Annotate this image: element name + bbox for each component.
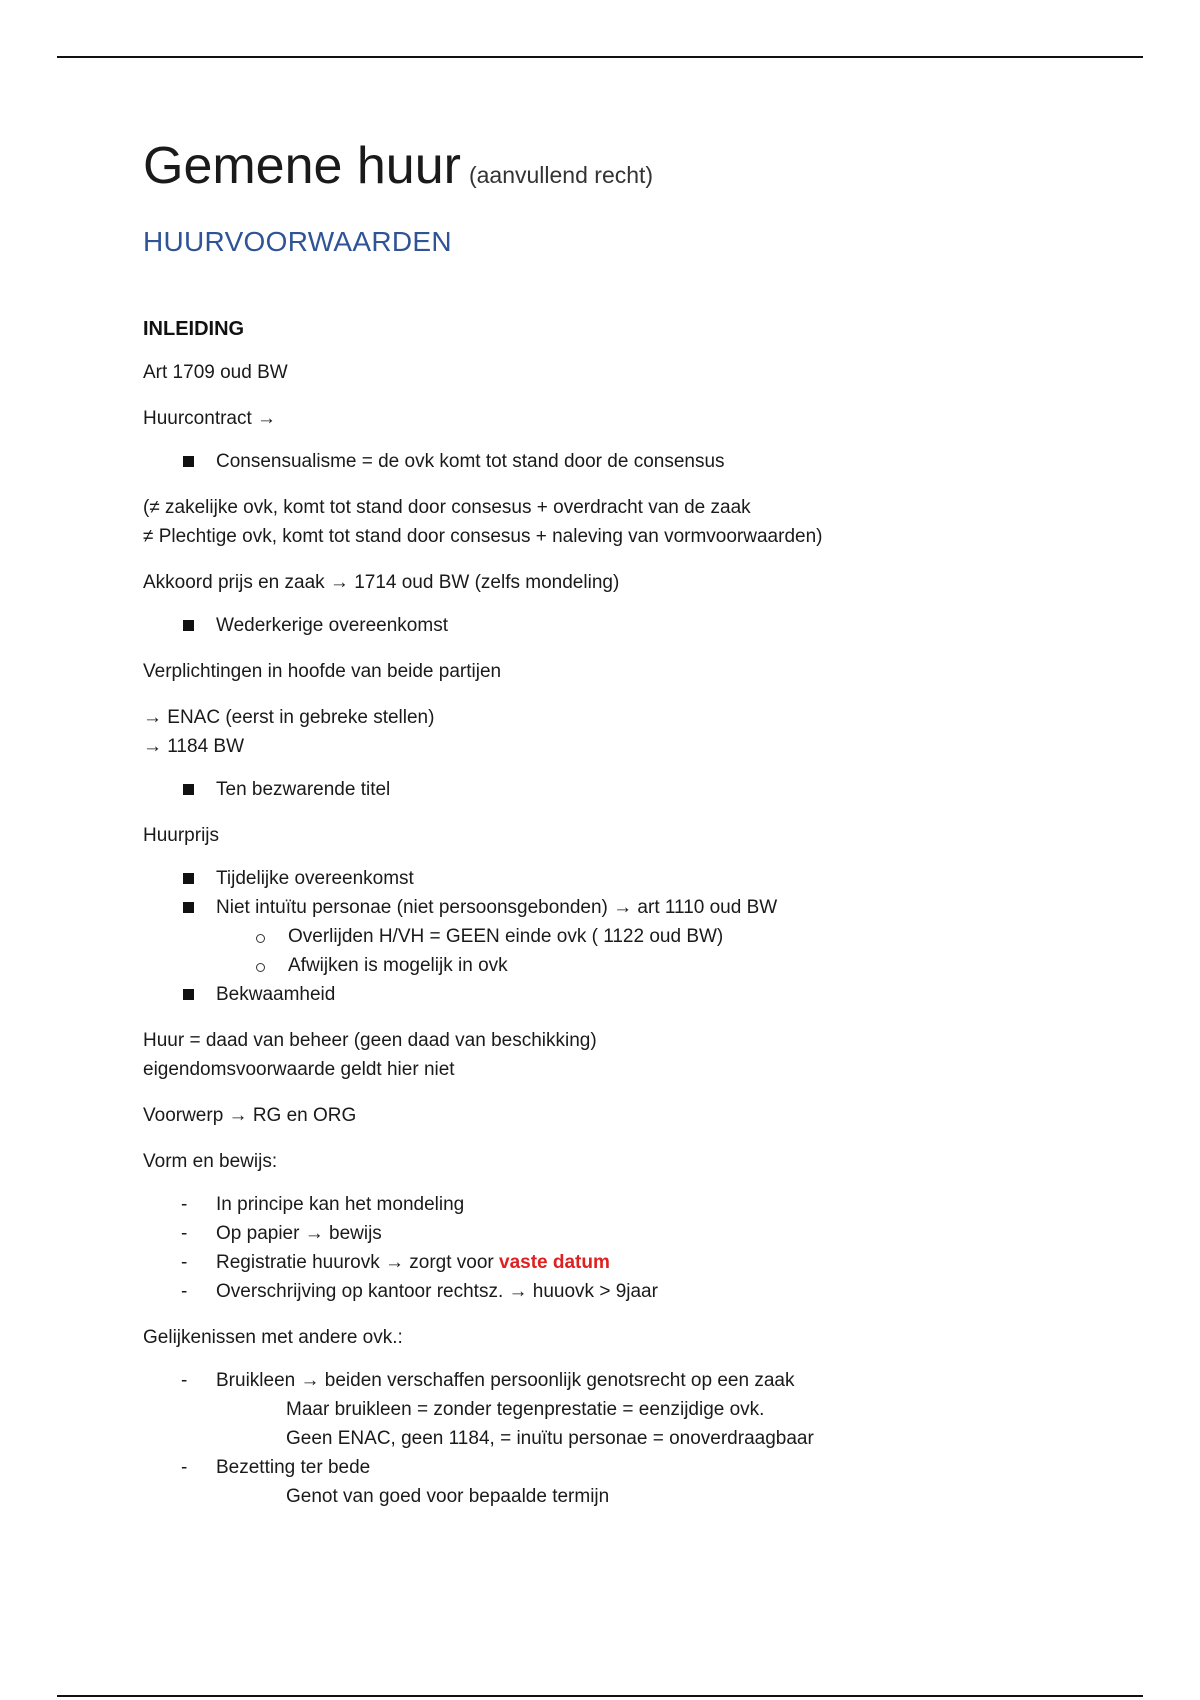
sub-list-item: Afwijken is mogelijk in ovk	[143, 951, 1103, 980]
section-heading: HUURVOORWAARDEN	[143, 226, 452, 257]
list-item	[143, 1453, 1103, 1511]
dash-list	[143, 1366, 1103, 1511]
emphasis-text: vaste datum	[499, 1252, 610, 1273]
title-main: Gemene huur	[143, 137, 461, 195]
text-line: eigendomsvoorwaarde geldt hier niet	[143, 1059, 455, 1080]
subsection-heading: INLEIDING	[143, 318, 245, 340]
text-line: ≠ Plechtige ovk, komt tot stand door consesus + naleving van vormvoorwaarden)	[143, 526, 823, 547]
dash-list	[143, 1190, 1103, 1306]
list-item	[143, 893, 1103, 980]
text-line: Akkoord prijs en zaak → 1714 oud BW (zelfs mondeling)	[143, 572, 620, 593]
sub-list-item: Overlijden H/VH = GEEN einde ovk ( 1122 oud BW)	[143, 922, 1103, 951]
indented-line: Geen ENAC, geen 1184, = inuïtu personae = onoverdraagbaar	[286, 1428, 814, 1449]
document-title	[143, 137, 1103, 195]
bullet-list	[143, 447, 1103, 476]
list-item-text: Niet intuïtu personae (niet persoonsgebonden) → art 1110 oud BW	[216, 897, 778, 918]
sub-bullet-list	[216, 922, 1103, 980]
list-item: Wederkerige overeenkomst	[143, 611, 1103, 640]
text-line: Art 1709 oud BW	[143, 362, 288, 383]
text-line: Huurprijs	[143, 825, 220, 846]
list-item: Bekwaamheid	[143, 980, 1103, 1009]
bottom-border-line	[57, 1695, 1143, 1697]
text-line: (≠ zakelijke ovk, komt tot stand door consesus + overdracht van de zaak	[143, 497, 751, 518]
indented-line: Genot van goed voor bepaalde termijn	[286, 1486, 610, 1507]
bullet-list	[143, 864, 1103, 1009]
list-item: Consensualisme = de ovk komt tot stand door de consensus	[143, 447, 1103, 476]
top-border-line	[57, 56, 1143, 58]
list-item	[143, 1248, 1103, 1277]
text-line: Verplichtingen in hoofde van beide partijen	[143, 661, 502, 682]
bullet-list	[143, 611, 1103, 640]
list-item: Tijdelijke overeenkomst	[143, 864, 1103, 893]
text-line: Vorm en bewijs:	[143, 1151, 278, 1172]
text-line: Huur = daad van beheer (geen daad van beschikking)	[143, 1030, 597, 1051]
document-body	[143, 137, 1103, 1511]
text-line: Huurcontract →	[143, 408, 277, 429]
list-item: Ten bezwarende titel	[143, 775, 1103, 804]
list-item	[143, 1366, 1103, 1453]
indented-line: Maar bruikleen = zonder tegenprestatie = eenzijdige ovk.	[286, 1399, 765, 1420]
title-subtitle: (aanvullend recht)	[468, 162, 654, 188]
list-item-text: Bruikleen → beiden verschaffen persoonlijk genotsrecht op een zaak	[216, 1370, 795, 1391]
list-item: - Op papier → bewijs	[143, 1219, 1103, 1248]
list-item-text: Bezetting ter bede	[216, 1457, 371, 1478]
list-item: - Overschrijving op kantoor rechtsz. → huuovk > 9jaar	[143, 1277, 1103, 1306]
text-line: Gelijkenissen met andere ovk.:	[143, 1327, 403, 1348]
bullet-list	[143, 775, 1103, 804]
text-line: → 1184 BW	[143, 736, 245, 757]
list-item-text: Registratie huurovk → zorgt voor	[216, 1252, 500, 1273]
text-line: → ENAC (eerst in gebreke stellen)	[143, 707, 435, 728]
list-item: - In principe kan het mondeling	[143, 1190, 1103, 1219]
text-line: Voorwerp → RG en ORG	[143, 1105, 357, 1126]
